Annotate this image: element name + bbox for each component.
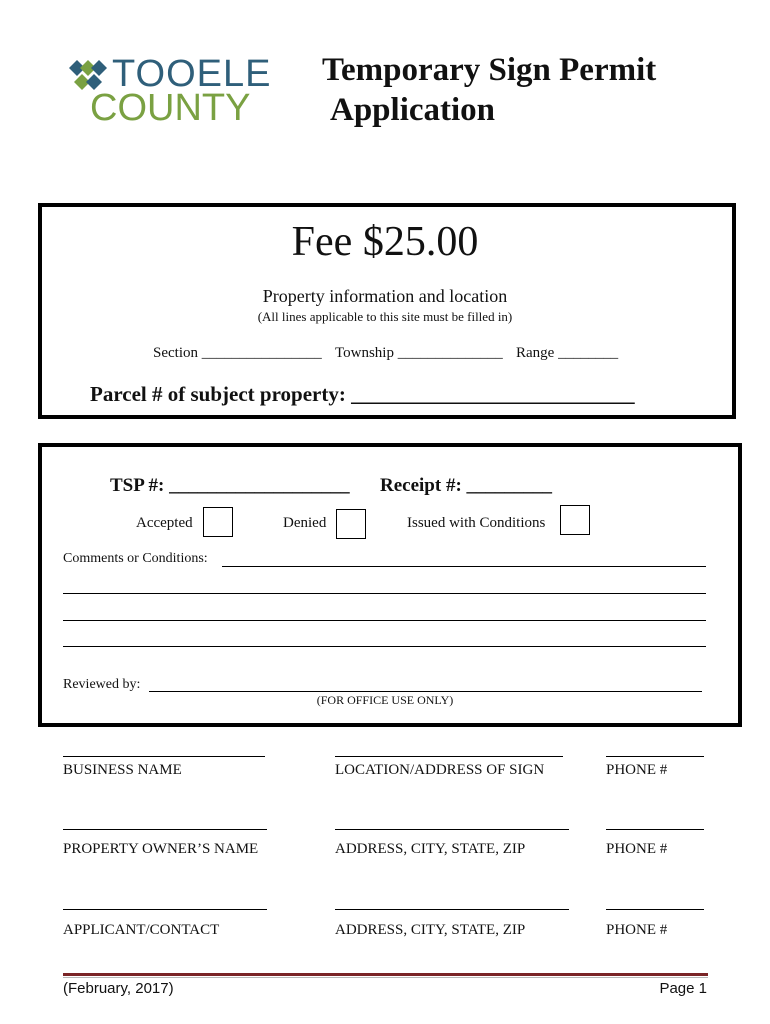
fee-amount: Fee $25.00 — [291, 219, 479, 265]
office-use-only-note: (FOR OFFICE USE ONLY) — [316, 693, 454, 707]
property-info-note: (All lines applicable to this site must be filled in) — [257, 309, 513, 324]
owner-address-label: ADDRESS, CITY, STATE, ZIP — [335, 841, 526, 857]
accepted-label: Accepted — [136, 515, 193, 531]
signature-line[interactable] — [606, 756, 704, 757]
page-number: Page 1 — [659, 980, 707, 997]
issued-with-conditions-checkbox[interactable] — [560, 505, 590, 535]
accepted-checkbox[interactable] — [203, 507, 233, 537]
signature-line[interactable] — [63, 756, 265, 757]
logo-text-tooele: TOOELE — [112, 53, 272, 95]
comments-line[interactable] — [63, 646, 706, 647]
tsp-number-field[interactable]: TSP #: ___________________ — [110, 475, 350, 496]
tooele-county-logo — [66, 53, 272, 130]
signature-line[interactable] — [335, 756, 563, 757]
comments-line[interactable] — [222, 566, 706, 567]
signature-line[interactable] — [606, 829, 704, 830]
applicant-contact-label: APPLICANT/CONTACT — [63, 922, 220, 938]
phone-label: PHONE # — [606, 841, 668, 857]
footer-divider — [63, 973, 708, 976]
business-name-label: BUSINESS NAME — [63, 762, 182, 778]
phone-label: PHONE # — [606, 762, 668, 778]
signature-line[interactable] — [335, 829, 569, 830]
reviewed-by-line[interactable] — [149, 691, 702, 692]
denied-checkbox[interactable] — [336, 509, 366, 539]
page-title: Temporary Sign Permit — [322, 52, 657, 88]
property-info-heading: Property information and location — [262, 286, 508, 306]
signature-line[interactable] — [63, 909, 267, 910]
comments-line[interactable] — [63, 620, 706, 621]
property-owner-name-label: PROPERTY OWNER’S NAME — [63, 841, 259, 857]
parcel-number-field[interactable]: Parcel # of subject property: ___________________________ — [90, 382, 635, 406]
signature-line[interactable] — [606, 909, 704, 910]
applicant-address-label: ADDRESS, CITY, STATE, ZIP — [335, 922, 526, 938]
comments-line[interactable] — [63, 593, 706, 594]
signature-line[interactable] — [63, 829, 267, 830]
comments-label: Comments or Conditions: — [63, 551, 208, 566]
township-field[interactable]: Township ______________ — [335, 345, 503, 361]
section-field[interactable]: Section ________________ — [153, 345, 322, 361]
footer-divider-shadow — [63, 977, 708, 978]
footer-date: (February, 2017) — [63, 980, 174, 997]
phone-label: PHONE # — [606, 922, 668, 938]
receipt-number-field[interactable]: Receipt #: _________ — [380, 475, 553, 496]
location-address-label: LOCATION/ADDRESS OF SIGN — [335, 762, 545, 778]
page-title-line2: Application — [330, 92, 496, 128]
denied-label: Denied — [283, 515, 327, 531]
range-field[interactable]: Range ________ — [516, 345, 619, 361]
reviewed-by-label: Reviewed by: — [63, 677, 141, 692]
logo-text-county: COUNTY — [90, 87, 251, 129]
signature-line[interactable] — [335, 909, 569, 910]
issued-with-conditions-label: Issued with Conditions — [407, 515, 546, 531]
